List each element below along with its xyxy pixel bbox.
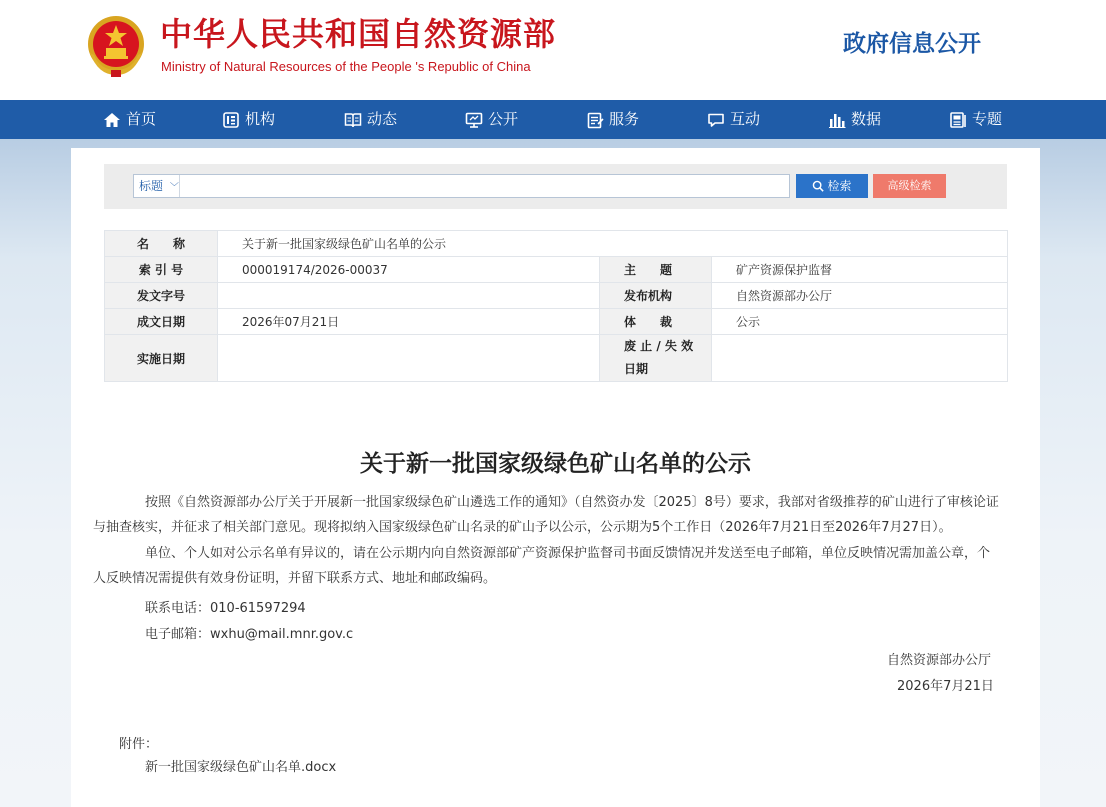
nav-label: 机构 [245,110,276,128]
article-paragraph-2 [93,541,1004,591]
issuer-value: 自然资源部办公厅 [712,283,1008,309]
signer: 自然资源部办公厅 [887,653,992,668]
advanced-search-button[interactable]: 高级检索 [873,174,946,198]
document-info-table [104,230,1008,382]
issuer-label: 发布机构 [600,283,712,309]
home-icon [103,111,121,129]
effective-date-label: 实施日期 [105,335,218,382]
nav-item-data[interactable] [828,100,881,139]
search-button[interactable] [796,174,868,198]
paragraph-line: 按照《自然资源部办公厅关于开展新一批国家级绿色矿山遴选工作的通知》（自然资办发〔2025〕8号）要求，我部对省级推荐的矿山进行了审核论证 [145,495,999,510]
book-icon [344,111,362,129]
genre-label: 体 裁 [600,309,712,335]
paragraph-line: 与抽查核实，并征求了相关部门意见。现将拟纳入国家级绿色矿山名录的矿山予以公示，公示期为5个工作日（2026年7月21日至2026年7月27日）。 [93,520,952,535]
sign-date: 2026年7月21日 [897,679,994,694]
nav-label: 专题 [972,110,1003,128]
search-button-label: 检索 [827,179,852,193]
name-value: 关于新一批国家级绿色矿山名单的公示 [218,231,1008,257]
doc-number-value [218,283,600,309]
date-label: 成文日期 [105,309,218,335]
article-title: 关于新一批国家级绿色矿山名单的公示 [360,451,751,477]
table-row [105,231,1008,257]
index-label: 索 引 号 [105,257,218,283]
clipboard-icon [586,111,604,129]
expiry-label-line: 废 止 / 失 效 [624,339,694,353]
nav-label: 动态 [367,110,398,128]
effective-date-value [218,335,600,382]
paragraph-line: 人反映情况需提供有效身份证明，并留下联系方式、地址和邮政编码。 [93,571,497,586]
expiry-date-label [600,335,712,382]
nav-item-public[interactable] [465,100,518,139]
ministry-name-cn[interactable]: 中华人民共和国自然资源部 [160,15,557,53]
nav-label: 首页 [126,110,157,128]
nav-item-home[interactable] [103,100,156,139]
nav-label: 互动 [730,110,761,128]
search-input[interactable] [133,174,790,198]
index-value: 000019174/2026-00037 [218,257,600,283]
table-row [105,335,1008,382]
nav-label: 数据 [851,110,882,128]
topic-value: 矿产资源保护监督 [712,257,1008,283]
nav-item-service[interactable] [586,100,639,139]
nav-label: 公开 [488,110,519,128]
nav-label: 服务 [609,110,640,128]
attachment-link[interactable]: 新一批国家级绿色矿山名单.docx [145,760,337,775]
table-row [105,283,1008,309]
contact-email[interactable]: 电子邮箱：wxhu@mail.mnr.gov.c [145,627,354,642]
article-paragraph-1 [93,490,1004,540]
folder-icon [949,111,967,129]
monitor-icon [465,111,483,129]
attachment-label: 附件： [119,737,159,752]
search-field-label: 标题 [139,179,164,193]
table-row [105,309,1008,335]
name-label: 名 称 [105,231,218,257]
section-title[interactable]: 政府信息公开 [843,31,981,57]
chevron-down-icon: ﹀ [169,183,179,193]
date-value: 2026年07月21日 [218,309,600,335]
chat-icon [707,111,725,129]
main-nav [0,100,1106,139]
paragraph-line: 单位、个人如对公示名单有异议的，请在公示期内向自然资源部矿产资源保护监督司书面反馈情况并发送至电子邮箱，单位反映情况需加盖公章，个 [145,546,991,561]
expiry-date-value [712,335,1008,382]
ministry-name-en: Ministry of Natural Resources of the People 's Republic of China [161,59,531,74]
bar-chart-icon [828,111,846,129]
site-header [0,0,1106,100]
nav-item-org[interactable] [222,100,275,139]
expiry-label-line: 日期 [624,362,649,376]
contact-phone: 联系电话：010-61597294 [145,601,306,616]
nav-item-news[interactable] [344,100,397,139]
nav-item-topic[interactable] [949,100,1002,139]
search-icon [812,180,824,192]
table-row [105,257,1008,283]
org-icon [222,111,240,129]
doc-number-label: 发文字号 [105,283,218,309]
genre-value: 公示 [712,309,1008,335]
search-field-select[interactable] [134,175,180,197]
topic-label: 主 题 [600,257,712,283]
nav-item-interact[interactable] [707,100,760,139]
national-emblem-icon[interactable] [84,13,148,79]
